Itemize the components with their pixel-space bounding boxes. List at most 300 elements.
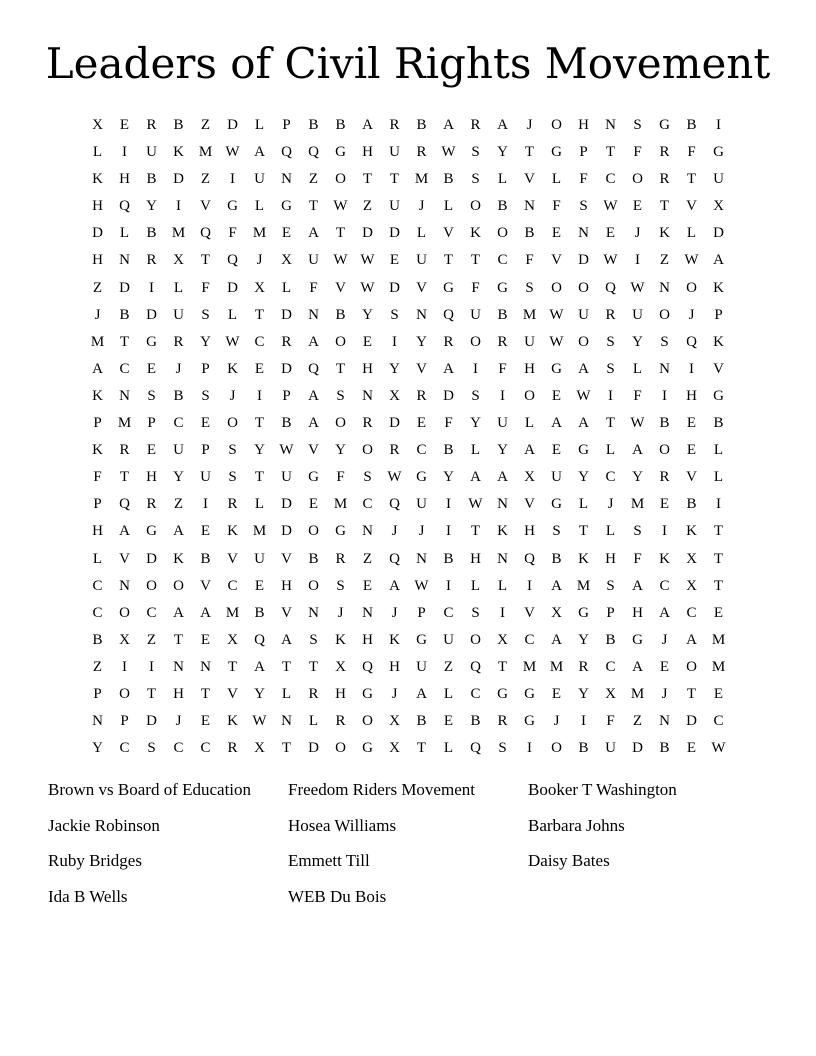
- grid-letter[interactable]: U: [389, 198, 400, 215]
- grid-letter[interactable]: H: [578, 117, 589, 133]
- grid-letter[interactable]: M: [576, 577, 591, 594]
- grid-letter[interactable]: K: [389, 631, 400, 648]
- grid-letter[interactable]: U: [173, 442, 184, 459]
- grid-letter[interactable]: C: [227, 577, 238, 594]
- grid-letter[interactable]: B: [686, 117, 697, 133]
- grid-letter[interactable]: Q: [362, 658, 373, 675]
- grid-letter[interactable]: T: [200, 685, 211, 702]
- grid-letter[interactable]: T: [281, 658, 292, 675]
- grid-letter[interactable]: O: [227, 415, 238, 432]
- grid-letter[interactable]: G: [497, 685, 508, 702]
- grid-letter[interactable]: G: [281, 198, 292, 215]
- grid-letter[interactable]: B: [173, 117, 184, 133]
- grid-letter[interactable]: H: [173, 685, 184, 702]
- grid-letter[interactable]: L: [470, 442, 481, 459]
- grid-letter[interactable]: X: [254, 279, 265, 296]
- grid-letter[interactable]: I: [257, 387, 262, 404]
- grid-letter[interactable]: L: [173, 279, 184, 296]
- grid-letter[interactable]: L: [281, 279, 292, 296]
- grid-letter[interactable]: Z: [173, 496, 184, 513]
- grid-letter[interactable]: B: [416, 117, 427, 133]
- grid-letter[interactable]: N: [119, 387, 130, 404]
- grid-letter[interactable]: T: [335, 360, 346, 377]
- grid-letter[interactable]: S: [660, 333, 669, 350]
- grid-letter[interactable]: K: [92, 442, 103, 459]
- grid-letter[interactable]: E: [200, 415, 211, 432]
- grid-letter[interactable]: L: [470, 577, 481, 594]
- grid-letter[interactable]: T: [416, 740, 427, 757]
- grid-letter[interactable]: T: [389, 171, 400, 188]
- grid-letter[interactable]: G: [713, 144, 724, 161]
- grid-letter[interactable]: S: [201, 306, 210, 323]
- grid-letter[interactable]: Q: [443, 306, 454, 323]
- grid-letter[interactable]: V: [416, 360, 427, 377]
- grid-letter[interactable]: J: [175, 713, 182, 730]
- grid-letter[interactable]: V: [524, 171, 535, 188]
- grid-letter[interactable]: W: [549, 306, 564, 323]
- grid-letter[interactable]: H: [92, 523, 103, 540]
- grid-letter[interactable]: R: [119, 442, 130, 459]
- grid-letter[interactable]: P: [120, 713, 129, 730]
- grid-letter[interactable]: Q: [470, 658, 481, 675]
- grid-letter[interactable]: E: [551, 225, 562, 242]
- grid-letter[interactable]: O: [470, 333, 481, 350]
- grid-letter[interactable]: D: [146, 550, 157, 567]
- grid-letter[interactable]: Z: [200, 117, 211, 133]
- grid-letter[interactable]: G: [524, 685, 535, 702]
- grid-letter[interactable]: H: [92, 198, 103, 215]
- grid-letter[interactable]: O: [632, 171, 643, 188]
- grid-letter[interactable]: R: [335, 713, 346, 730]
- grid-letter[interactable]: E: [416, 415, 427, 432]
- grid-letter[interactable]: C: [173, 415, 184, 432]
- grid-letter[interactable]: T: [605, 144, 616, 161]
- grid-letter[interactable]: A: [254, 658, 265, 675]
- grid-letter[interactable]: L: [443, 685, 454, 702]
- grid-letter[interactable]: O: [686, 658, 697, 675]
- grid-letter[interactable]: J: [175, 360, 182, 377]
- grid-letter[interactable]: I: [122, 658, 127, 675]
- grid-letter[interactable]: A: [497, 469, 508, 486]
- grid-letter[interactable]: P: [282, 117, 291, 133]
- grid-letter[interactable]: H: [632, 604, 643, 621]
- grid-letter[interactable]: T: [173, 631, 184, 648]
- grid-letter[interactable]: E: [686, 415, 697, 432]
- grid-letter[interactable]: H: [335, 685, 346, 702]
- grid-letter[interactable]: R: [389, 442, 400, 459]
- grid-letter[interactable]: Y: [389, 360, 400, 377]
- grid-letter[interactable]: I: [662, 387, 667, 404]
- grid-letter[interactable]: W: [549, 333, 564, 350]
- grid-letter[interactable]: J: [553, 713, 560, 730]
- grid-letter[interactable]: A: [362, 117, 373, 133]
- grid-letter[interactable]: T: [659, 198, 670, 215]
- grid-letter[interactable]: R: [605, 306, 616, 323]
- grid-letter[interactable]: N: [362, 604, 373, 621]
- grid-letter[interactable]: V: [524, 496, 535, 513]
- grid-letter[interactable]: T: [227, 658, 238, 675]
- grid-letter[interactable]: L: [632, 360, 643, 377]
- grid-letter[interactable]: K: [713, 333, 724, 350]
- grid-letter[interactable]: H: [470, 550, 481, 567]
- grid-letter[interactable]: Y: [578, 685, 589, 702]
- grid-letter[interactable]: A: [686, 631, 697, 648]
- grid-letter[interactable]: U: [281, 469, 292, 486]
- grid-letter[interactable]: Q: [470, 740, 481, 757]
- grid-letter[interactable]: A: [173, 604, 184, 621]
- grid-letter[interactable]: B: [578, 740, 589, 757]
- grid-letter[interactable]: R: [578, 658, 589, 675]
- grid-letter[interactable]: V: [281, 550, 292, 567]
- grid-letter[interactable]: X: [227, 631, 238, 648]
- grid-letter[interactable]: T: [200, 252, 211, 269]
- grid-letter[interactable]: W: [630, 415, 645, 432]
- grid-letter[interactable]: N: [308, 604, 319, 621]
- grid-letter[interactable]: T: [119, 333, 130, 350]
- grid-letter[interactable]: D: [119, 279, 130, 296]
- grid-letter[interactable]: Q: [524, 550, 535, 567]
- grid-letter[interactable]: K: [173, 550, 184, 567]
- grid-letter[interactable]: F: [471, 279, 480, 296]
- grid-letter[interactable]: T: [254, 415, 265, 432]
- grid-letter[interactable]: S: [147, 387, 156, 404]
- grid-letter[interactable]: O: [551, 117, 562, 133]
- grid-letter[interactable]: D: [578, 252, 589, 269]
- grid-letter[interactable]: Y: [254, 442, 265, 459]
- grid-letter[interactable]: B: [686, 496, 697, 513]
- grid-letter[interactable]: I: [581, 713, 586, 730]
- grid-letter[interactable]: O: [119, 604, 130, 621]
- grid-letter[interactable]: R: [659, 171, 670, 188]
- grid-letter[interactable]: X: [281, 252, 292, 269]
- grid-letter[interactable]: B: [713, 415, 724, 432]
- grid-letter[interactable]: V: [281, 604, 292, 621]
- grid-letter[interactable]: X: [254, 740, 265, 757]
- grid-letter[interactable]: Y: [632, 469, 643, 486]
- grid-letter[interactable]: T: [281, 740, 292, 757]
- grid-letter[interactable]: H: [524, 360, 535, 377]
- grid-letter[interactable]: R: [416, 144, 427, 161]
- grid-letter[interactable]: T: [686, 685, 697, 702]
- grid-letter[interactable]: U: [173, 306, 184, 323]
- grid-letter[interactable]: S: [228, 442, 237, 459]
- grid-letter[interactable]: Y: [470, 415, 481, 432]
- grid-letter[interactable]: G: [362, 740, 373, 757]
- grid-letter[interactable]: Z: [632, 713, 643, 730]
- grid-letter[interactable]: U: [443, 631, 454, 648]
- grid-letter[interactable]: P: [417, 604, 426, 621]
- grid-letter[interactable]: P: [201, 442, 210, 459]
- grid-letter[interactable]: S: [579, 198, 588, 215]
- grid-letter[interactable]: T: [308, 658, 319, 675]
- grid-letter[interactable]: N: [281, 713, 292, 730]
- grid-letter[interactable]: Z: [362, 198, 373, 215]
- grid-letter[interactable]: C: [146, 604, 157, 621]
- grid-letter[interactable]: E: [362, 333, 373, 350]
- grid-letter[interactable]: V: [443, 225, 454, 242]
- grid-letter[interactable]: T: [146, 685, 157, 702]
- grid-letter[interactable]: P: [93, 685, 102, 702]
- grid-letter[interactable]: I: [446, 577, 451, 594]
- grid-letter[interactable]: A: [308, 225, 319, 242]
- grid-letter[interactable]: X: [92, 117, 103, 133]
- grid-letter[interactable]: E: [389, 252, 400, 269]
- grid-letter[interactable]: O: [497, 225, 508, 242]
- grid-letter[interactable]: C: [254, 333, 265, 350]
- grid-letter[interactable]: H: [92, 252, 103, 269]
- grid-letter[interactable]: Z: [308, 171, 319, 188]
- grid-letter[interactable]: O: [362, 442, 373, 459]
- grid-letter[interactable]: W: [441, 144, 456, 161]
- grid-letter[interactable]: C: [605, 469, 616, 486]
- grid-letter[interactable]: A: [632, 658, 643, 675]
- grid-letter[interactable]: U: [416, 252, 427, 269]
- grid-letter[interactable]: F: [93, 469, 102, 486]
- grid-letter[interactable]: C: [416, 442, 427, 459]
- grid-letter[interactable]: Q: [227, 252, 238, 269]
- grid-letter[interactable]: I: [608, 387, 613, 404]
- grid-letter[interactable]: L: [254, 198, 265, 215]
- grid-letter[interactable]: O: [335, 171, 346, 188]
- grid-letter[interactable]: I: [446, 496, 451, 513]
- grid-letter[interactable]: P: [93, 496, 102, 513]
- grid-letter[interactable]: B: [443, 442, 454, 459]
- grid-letter[interactable]: I: [149, 279, 154, 296]
- grid-letter[interactable]: K: [659, 550, 670, 567]
- grid-letter[interactable]: R: [659, 469, 670, 486]
- grid-letter[interactable]: W: [333, 252, 348, 269]
- grid-letter[interactable]: T: [524, 144, 535, 161]
- grid-letter[interactable]: N: [497, 496, 508, 513]
- grid-letter[interactable]: A: [173, 523, 184, 540]
- grid-letter[interactable]: E: [200, 713, 211, 730]
- grid-letter[interactable]: E: [200, 523, 211, 540]
- grid-letter[interactable]: D: [173, 171, 184, 188]
- grid-letter[interactable]: N: [416, 306, 427, 323]
- grid-letter[interactable]: T: [713, 577, 724, 594]
- grid-letter[interactable]: W: [225, 333, 240, 350]
- grid-letter[interactable]: H: [362, 360, 373, 377]
- grid-letter[interactable]: B: [659, 415, 670, 432]
- grid-letter[interactable]: R: [443, 333, 454, 350]
- grid-letter[interactable]: W: [279, 442, 294, 459]
- grid-letter[interactable]: L: [416, 225, 427, 242]
- grid-letter[interactable]: T: [686, 171, 697, 188]
- grid-letter[interactable]: V: [416, 279, 427, 296]
- grid-letter[interactable]: C: [605, 658, 616, 675]
- grid-letter[interactable]: I: [662, 523, 667, 540]
- grid-letter[interactable]: T: [470, 252, 481, 269]
- grid-letter[interactable]: K: [470, 225, 481, 242]
- grid-letter[interactable]: N: [200, 658, 211, 675]
- grid-letter[interactable]: T: [713, 550, 724, 567]
- grid-letter[interactable]: U: [470, 306, 481, 323]
- grid-letter[interactable]: Y: [254, 685, 265, 702]
- grid-letter[interactable]: T: [578, 523, 589, 540]
- grid-letter[interactable]: F: [309, 279, 318, 296]
- grid-letter[interactable]: M: [198, 144, 213, 161]
- grid-letter[interactable]: M: [225, 604, 240, 621]
- grid-letter[interactable]: Y: [497, 144, 508, 161]
- grid-letter[interactable]: S: [309, 631, 318, 648]
- grid-letter[interactable]: M: [90, 333, 105, 350]
- grid-letter[interactable]: J: [229, 387, 236, 404]
- grid-letter[interactable]: E: [146, 442, 157, 459]
- grid-letter[interactable]: V: [200, 577, 211, 594]
- grid-letter[interactable]: B: [470, 713, 481, 730]
- grid-letter[interactable]: O: [335, 415, 346, 432]
- grid-letter[interactable]: G: [578, 442, 589, 459]
- grid-letter[interactable]: R: [146, 496, 157, 513]
- grid-letter[interactable]: W: [603, 198, 618, 215]
- grid-letter[interactable]: J: [634, 225, 641, 242]
- grid-letter[interactable]: G: [227, 198, 238, 215]
- grid-letter[interactable]: F: [228, 225, 237, 242]
- grid-letter[interactable]: U: [416, 496, 427, 513]
- grid-letter[interactable]: V: [524, 604, 535, 621]
- grid-letter[interactable]: G: [551, 144, 562, 161]
- grid-letter[interactable]: L: [713, 442, 724, 459]
- grid-letter[interactable]: Z: [443, 658, 454, 675]
- grid-letter[interactable]: X: [686, 550, 697, 567]
- grid-letter[interactable]: I: [635, 252, 640, 269]
- grid-letter[interactable]: R: [281, 333, 292, 350]
- grid-letter[interactable]: F: [336, 469, 345, 486]
- grid-letter[interactable]: O: [659, 306, 670, 323]
- grid-letter[interactable]: E: [551, 685, 562, 702]
- grid-letter[interactable]: G: [551, 360, 562, 377]
- grid-letter[interactable]: R: [497, 333, 508, 350]
- grid-letter[interactable]: D: [281, 306, 292, 323]
- grid-letter[interactable]: K: [335, 631, 346, 648]
- grid-letter[interactable]: V: [686, 198, 697, 215]
- grid-letter[interactable]: F: [525, 252, 534, 269]
- grid-letter[interactable]: Q: [119, 496, 130, 513]
- grid-letter[interactable]: R: [146, 252, 157, 269]
- grid-letter[interactable]: E: [254, 360, 265, 377]
- grid-letter[interactable]: B: [146, 225, 157, 242]
- grid-letter[interactable]: Y: [335, 442, 346, 459]
- grid-letter[interactable]: F: [498, 360, 507, 377]
- grid-letter[interactable]: N: [119, 577, 130, 594]
- grid-letter[interactable]: M: [252, 523, 267, 540]
- grid-letter[interactable]: E: [443, 713, 454, 730]
- grid-letter[interactable]: B: [443, 171, 454, 188]
- grid-letter[interactable]: S: [336, 387, 345, 404]
- grid-letter[interactable]: T: [713, 523, 724, 540]
- grid-letter[interactable]: A: [524, 442, 535, 459]
- grid-letter[interactable]: Y: [443, 469, 454, 486]
- grid-letter[interactable]: X: [713, 198, 724, 215]
- grid-letter[interactable]: Y: [497, 442, 508, 459]
- grid-letter[interactable]: J: [391, 604, 398, 621]
- grid-letter[interactable]: V: [227, 550, 238, 567]
- grid-letter[interactable]: Y: [362, 306, 373, 323]
- grid-letter[interactable]: H: [524, 523, 535, 540]
- grid-letter[interactable]: N: [497, 550, 508, 567]
- grid-letter[interactable]: A: [551, 631, 562, 648]
- grid-letter[interactable]: E: [308, 496, 319, 513]
- grid-letter[interactable]: J: [526, 117, 533, 133]
- grid-letter[interactable]: S: [606, 360, 615, 377]
- grid-letter[interactable]: A: [632, 442, 643, 459]
- grid-letter[interactable]: V: [713, 360, 724, 377]
- grid-letter[interactable]: Y: [416, 333, 427, 350]
- grid-letter[interactable]: B: [173, 387, 184, 404]
- grid-letter[interactable]: D: [389, 279, 400, 296]
- grid-letter[interactable]: E: [632, 198, 643, 215]
- grid-letter[interactable]: J: [256, 252, 263, 269]
- grid-letter[interactable]: K: [92, 171, 103, 188]
- grid-letter[interactable]: E: [659, 496, 670, 513]
- grid-letter[interactable]: L: [92, 550, 103, 567]
- grid-letter[interactable]: W: [360, 252, 375, 269]
- grid-letter[interactable]: D: [362, 225, 373, 242]
- grid-letter[interactable]: A: [119, 523, 130, 540]
- grid-letter[interactable]: F: [579, 171, 588, 188]
- grid-letter[interactable]: S: [228, 469, 237, 486]
- grid-letter[interactable]: C: [497, 252, 508, 269]
- grid-letter[interactable]: A: [254, 144, 265, 161]
- grid-letter[interactable]: D: [92, 225, 103, 242]
- grid-letter[interactable]: U: [254, 550, 265, 567]
- grid-letter[interactable]: L: [605, 442, 616, 459]
- grid-letter[interactable]: T: [605, 415, 616, 432]
- grid-letter[interactable]: N: [659, 279, 670, 296]
- grid-letter[interactable]: I: [149, 658, 154, 675]
- grid-letter[interactable]: M: [171, 225, 186, 242]
- grid-letter[interactable]: Q: [119, 198, 130, 215]
- grid-letter[interactable]: G: [443, 279, 454, 296]
- grid-letter[interactable]: N: [173, 658, 184, 675]
- grid-letter[interactable]: X: [497, 631, 508, 648]
- grid-letter[interactable]: O: [362, 713, 373, 730]
- grid-letter[interactable]: E: [551, 442, 562, 459]
- grid-letter[interactable]: J: [94, 306, 101, 323]
- grid-letter[interactable]: O: [578, 333, 589, 350]
- grid-letter[interactable]: W: [711, 740, 726, 757]
- grid-letter[interactable]: E: [281, 225, 292, 242]
- grid-letter[interactable]: R: [227, 740, 238, 757]
- grid-letter[interactable]: H: [146, 469, 157, 486]
- grid-letter[interactable]: G: [416, 469, 427, 486]
- grid-letter[interactable]: A: [713, 252, 724, 269]
- grid-letter[interactable]: G: [416, 631, 427, 648]
- grid-letter[interactable]: I: [527, 577, 532, 594]
- grid-letter[interactable]: A: [416, 685, 427, 702]
- grid-letter[interactable]: E: [254, 577, 265, 594]
- grid-letter[interactable]: I: [716, 117, 721, 133]
- grid-letter[interactable]: W: [387, 469, 402, 486]
- grid-letter[interactable]: O: [578, 279, 589, 296]
- grid-letter[interactable]: W: [360, 279, 375, 296]
- grid-letter[interactable]: M: [711, 658, 726, 675]
- grid-letter[interactable]: N: [308, 306, 319, 323]
- grid-letter[interactable]: L: [713, 469, 724, 486]
- grid-letter[interactable]: M: [522, 306, 537, 323]
- grid-letter[interactable]: I: [122, 144, 127, 161]
- grid-letter[interactable]: J: [418, 198, 425, 215]
- grid-letter[interactable]: I: [230, 171, 235, 188]
- grid-letter[interactable]: U: [200, 469, 211, 486]
- grid-letter[interactable]: W: [684, 252, 699, 269]
- grid-letter[interactable]: D: [713, 225, 724, 242]
- grid-letter[interactable]: G: [308, 469, 319, 486]
- grid-letter[interactable]: Q: [281, 144, 292, 161]
- grid-letter[interactable]: D: [389, 415, 400, 432]
- grid-letter[interactable]: S: [147, 740, 156, 757]
- grid-letter[interactable]: H: [362, 631, 373, 648]
